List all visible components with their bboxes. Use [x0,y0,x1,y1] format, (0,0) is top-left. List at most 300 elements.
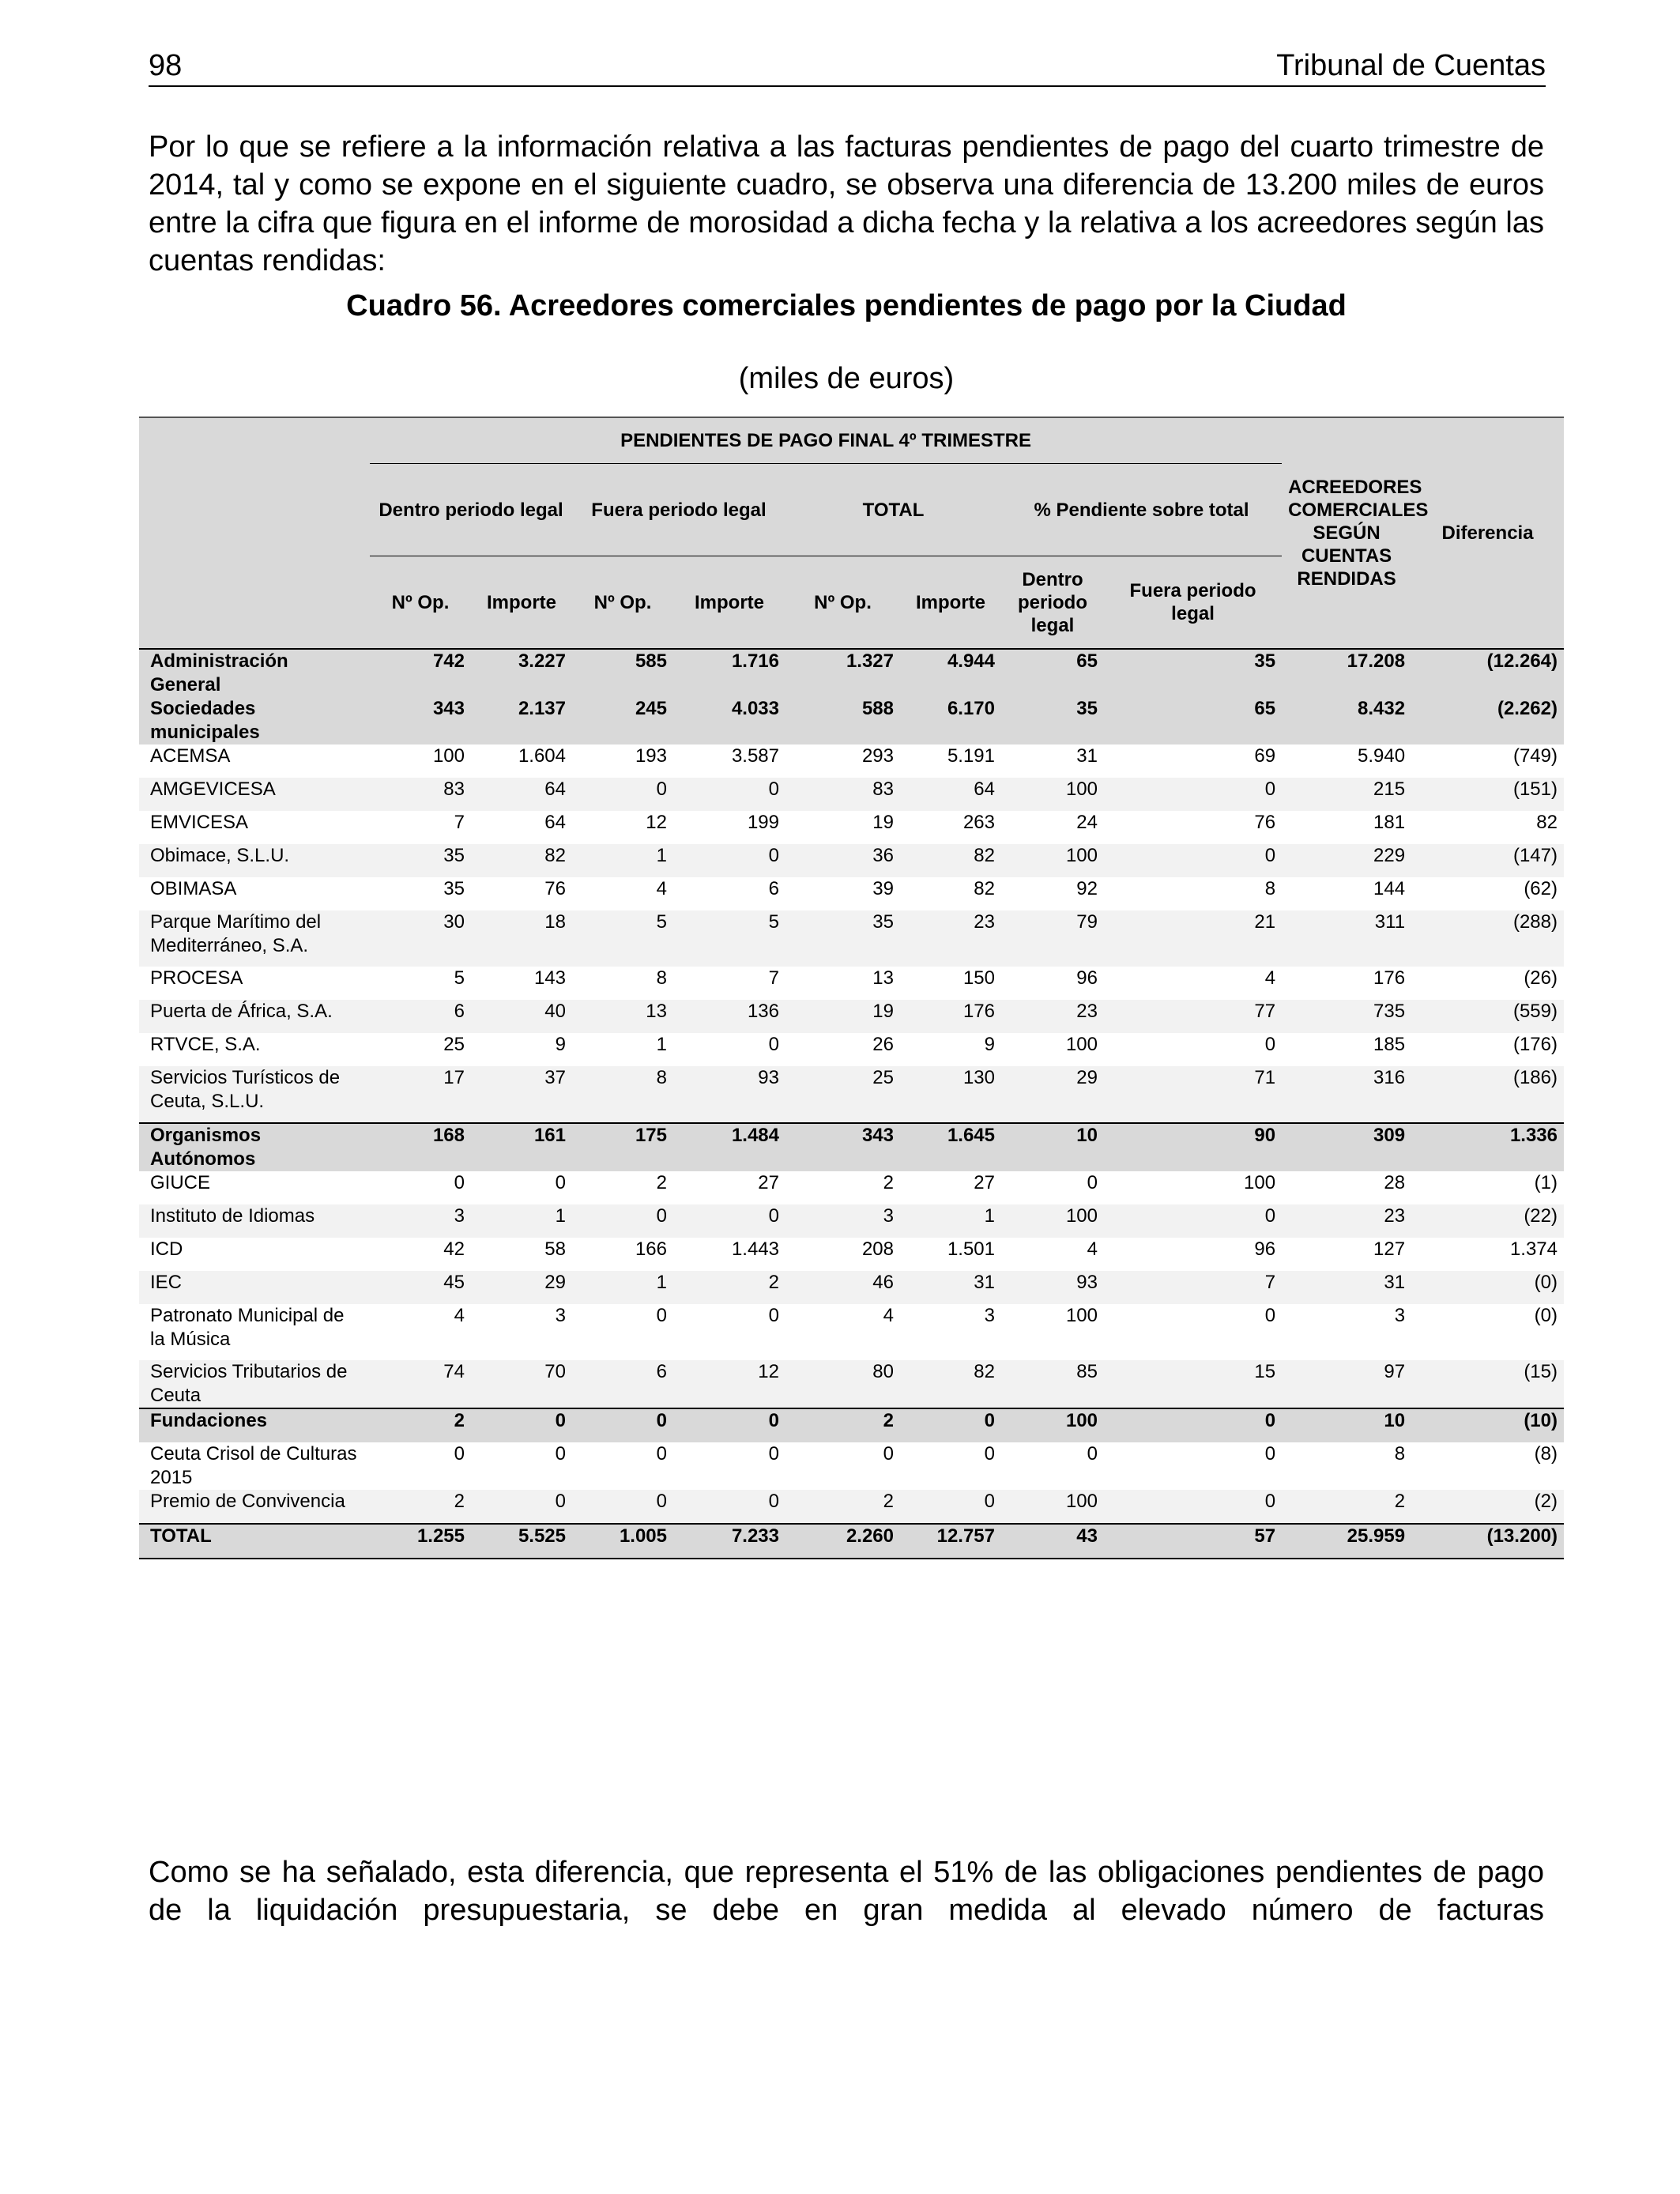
table-total-row [139,1524,1564,1559]
table-row [139,844,1564,877]
cell-value: 100 [1001,1490,1104,1524]
cell-value: 4 [1104,967,1282,1000]
header-blank [139,417,370,649]
cell-value: 735 [1282,1000,1411,1033]
cell-value: 4.033 [673,697,785,745]
row-label: Parque Marítimo del Mediterráneo, S.A. [139,910,370,967]
cell-value: 0 [572,1304,673,1360]
cell-value: (186) [1411,1066,1564,1123]
cell-value: 1.645 [900,1123,1001,1171]
intro-paragraph: Por lo que se refiere a la información relativa a las facturas pendientes de pago del cuarto trimestre de 2014, tal y como se expone en el siguiente cuadro, se observa una diferencia de 13.200 miles de euros entre la cifra que figura en el informe de morosidad a dicha fecha y la relativa a los acreedores según las cuentas rendidas: [149,130,1544,277]
cell-value: (151) [1411,778,1564,811]
cell-value: 6 [370,1000,471,1033]
cell-value: 2 [370,1408,471,1442]
row-label: OBIMASA [139,877,370,910]
cell-value: (0) [1411,1271,1564,1304]
table-unit: (miles de euros) [738,362,955,395]
cell-value: 0 [673,1304,785,1360]
cell-value: 83 [785,778,900,811]
cell-value: 0 [1104,1408,1282,1442]
cell-value: 92 [1001,877,1104,910]
cell-value: 199 [673,811,785,844]
row-label: Premio de Convivencia [139,1490,370,1524]
running-title: Tribunal de Cuentas [1276,49,1546,82]
cell-value: 6 [673,877,785,910]
cell-value: 1 [572,1033,673,1066]
cell-value: (62) [1411,877,1564,910]
cell-value: 1.716 [673,649,785,697]
table-row [139,1123,1564,1171]
cell-value: (26) [1411,967,1564,1000]
cell-value: (15) [1411,1360,1564,1408]
cell-value: 2 [370,1490,471,1524]
row-label: Patronato Municipal de la Música [139,1304,370,1360]
cell-value: 5 [673,910,785,967]
cell-value: 8 [1282,1442,1411,1490]
cell-value: 80 [785,1360,900,1408]
cell-value: 1.374 [1411,1238,1564,1271]
cell-value: 0 [572,778,673,811]
cell-value: 176 [900,1000,1001,1033]
table-row [139,1204,1564,1238]
cell-value: 46 [785,1271,900,1304]
cell-value: 31 [900,1271,1001,1304]
cell-value: 82 [471,844,572,877]
cell-value: 40 [471,1000,572,1033]
cell-value: 7.233 [673,1524,785,1559]
table-row [139,1442,1564,1490]
cell-value: 229 [1282,844,1411,877]
cell-value: 1 [572,1271,673,1304]
cell-value: 5 [370,967,471,1000]
cell-value: 3.587 [673,745,785,778]
cell-value: 57 [1104,1524,1282,1559]
cell-value: 23 [900,910,1001,967]
cell-value: 1.501 [900,1238,1001,1271]
cell-value: 0 [1001,1442,1104,1490]
cell-value: (2.262) [1411,697,1564,745]
cell-value: 76 [1104,811,1282,844]
cell-value: 82 [900,1360,1001,1408]
cell-value: 25.959 [1282,1524,1411,1559]
cell-value: 82 [900,844,1001,877]
cell-value: 0 [900,1442,1001,1490]
cell-value: 12 [572,811,673,844]
cell-value: 161 [471,1123,572,1171]
cell-value: 70 [471,1360,572,1408]
cell-value: 13 [572,1000,673,1033]
cell-value: 24 [1001,811,1104,844]
row-label: Organismos Autónomos [139,1123,370,1171]
cell-value: 4 [572,877,673,910]
cell-value: 245 [572,697,673,745]
cell-value: 0 [471,1490,572,1524]
header-total-importe: Importe [900,556,1001,650]
table-row [139,1033,1564,1066]
cell-value: 43 [1001,1524,1104,1559]
cell-value: 36 [785,844,900,877]
cell-value: 28 [1282,1171,1411,1204]
cell-value: 0 [1104,1204,1282,1238]
cell-value: 8.432 [1282,697,1411,745]
cell-value: 3 [370,1204,471,1238]
cell-value: 208 [785,1238,900,1271]
cell-value: 1.484 [673,1123,785,1171]
cell-value: 215 [1282,778,1411,811]
cell-value: 0 [1104,1442,1282,1490]
table-row [139,778,1564,811]
header-acreedores: ACREEDORES COMERCIALES SEGÚN CUENTAS RENDIDAS [1282,417,1411,649]
cell-value: 2 [785,1490,900,1524]
cell-value: (8) [1411,1442,1564,1490]
cell-value: 6 [572,1360,673,1408]
row-label: Instituto de Idiomas [139,1204,370,1238]
row-label: Ceuta Crisol de Culturas 2015 [139,1442,370,1490]
cell-value: 58 [471,1238,572,1271]
cell-value: 316 [1282,1066,1411,1123]
row-label: AMGEVICESA [139,778,370,811]
cell-value: (147) [1411,844,1564,877]
cell-value: 35 [370,877,471,910]
cell-value: 143 [471,967,572,1000]
cell-value: 181 [1282,811,1411,844]
cell-value: 96 [1001,967,1104,1000]
table-row [139,1304,1564,1360]
cell-value: 0 [471,1442,572,1490]
cell-value: 0 [1104,844,1282,877]
cell-value: 77 [1104,1000,1282,1033]
cell-value: 309 [1282,1123,1411,1171]
cell-value: 25 [785,1066,900,1123]
table-row [139,967,1564,1000]
header-pct-dentro: Dentro periodo legal [1001,556,1104,650]
cell-value: 130 [900,1066,1001,1123]
cell-value: 31 [1282,1271,1411,1304]
cell-value: 37 [471,1066,572,1123]
cell-value: 97 [1282,1360,1411,1408]
header-pct-fuera: Fuera periodo legal [1104,556,1282,650]
cell-value: 0 [471,1171,572,1204]
cell-value: (559) [1411,1000,1564,1033]
cell-value: 10 [1282,1408,1411,1442]
cell-value: (12.264) [1411,649,1564,697]
cell-value: 23 [1001,1000,1104,1033]
cell-value: 96 [1104,1238,1282,1271]
cell-value: 0 [673,1442,785,1490]
cell-value: 136 [673,1000,785,1033]
cell-value: 69 [1104,745,1282,778]
creditors-table [139,417,1564,1559]
cell-value: 4 [370,1304,471,1360]
cell-value: 0 [1104,1490,1282,1524]
cell-value: 74 [370,1360,471,1408]
row-label: Servicios Turísticos de Ceuta, S.L.U. [139,1066,370,1123]
cell-value: 21 [1104,910,1282,967]
cell-value: 1 [471,1204,572,1238]
cell-value: 1.255 [370,1524,471,1559]
cell-value: 65 [1001,649,1104,697]
cell-value: (288) [1411,910,1564,967]
cell-value: 2 [785,1171,900,1204]
cell-value: 1 [900,1204,1001,1238]
cell-value: 1.005 [572,1524,673,1559]
header-pct: % Pendiente sobre total [1001,464,1282,556]
cell-value: 17 [370,1066,471,1123]
header-total-nop: Nº Op. [785,556,900,650]
row-label: RTVCE, S.A. [139,1033,370,1066]
cell-value: 742 [370,649,471,697]
cell-value: 4 [785,1304,900,1360]
cell-value: 0 [1104,1033,1282,1066]
cell-value: 0 [785,1442,900,1490]
cell-value: 0 [471,1408,572,1442]
cell-value: 25 [370,1033,471,1066]
cell-value: (0) [1411,1304,1564,1360]
cell-value: 144 [1282,877,1411,910]
cell-value: 45 [370,1271,471,1304]
outro-paragraph: Como se ha señalado, esta diferencia, que representa el 51% de las obligaciones pendientes de pago de la liquidación presupuestaria, se debe en gran medida al elevado número de facturas [149,1856,1544,1927]
header-fuera-importe: Importe [673,556,785,650]
cell-value: 9 [900,1033,1001,1066]
cell-value: 263 [900,811,1001,844]
cell-value: 2 [673,1271,785,1304]
cell-value: 2.260 [785,1524,900,1559]
table-row [139,1171,1564,1204]
cell-value: 19 [785,1000,900,1033]
row-label: Administración General [139,649,370,697]
cell-value: 3.227 [471,649,572,697]
header-dentro: Dentro periodo legal [370,464,572,556]
cell-value: 193 [572,745,673,778]
header-diferencia: Diferencia [1411,417,1564,649]
table-row [139,910,1564,967]
cell-value: 9 [471,1033,572,1066]
cell-value: 93 [1001,1271,1104,1304]
cell-value: 3 [900,1304,1001,1360]
cell-value: 35 [370,844,471,877]
cell-value: 0 [673,844,785,877]
cell-value: 0 [572,1442,673,1490]
cell-value: 100 [1001,1204,1104,1238]
table-row [139,1238,1564,1271]
row-label: ACEMSA [139,745,370,778]
cell-value: 100 [1001,1304,1104,1360]
cell-value: 3 [1282,1304,1411,1360]
cell-value: 311 [1282,910,1411,967]
cell-value: 7 [1104,1271,1282,1304]
cell-value: 79 [1001,910,1104,967]
header-group: PENDIENTES DE PAGO FINAL 4º TRIMESTRE [370,417,1282,464]
row-label: GIUCE [139,1171,370,1204]
cell-value: 100 [1001,1408,1104,1442]
cell-value: 93 [673,1066,785,1123]
cell-value: 8 [1104,877,1282,910]
cell-value: 0 [673,1204,785,1238]
row-label: ICD [139,1238,370,1271]
table-row [139,811,1564,844]
cell-value: 2.137 [471,697,572,745]
cell-value: 0 [900,1408,1001,1442]
row-label: Sociedades municipales [139,697,370,745]
table-row [139,697,1564,745]
table-row [139,745,1564,778]
table-row [139,1066,1564,1123]
cell-value: 76 [471,877,572,910]
cell-value: 176 [1282,967,1411,1000]
table-row [139,1360,1564,1408]
cell-value: 26 [785,1033,900,1066]
header-total: TOTAL [785,464,1001,556]
cell-value: (1) [1411,1171,1564,1204]
cell-value: 4 [1001,1238,1104,1271]
header-fuera-nop: Nº Op. [572,556,673,650]
cell-value: 27 [673,1171,785,1204]
cell-value: 6.170 [900,697,1001,745]
cell-value: (22) [1411,1204,1564,1238]
cell-value: 0 [1001,1171,1104,1204]
header-dentro-importe: Importe [471,556,572,650]
row-label: Obimace, S.L.U. [139,844,370,877]
cell-value: 27 [900,1171,1001,1204]
cell-value: 5.525 [471,1524,572,1559]
cell-value: 82 [1411,811,1564,844]
cell-value: 23 [1282,1204,1411,1238]
cell-value: 13 [785,967,900,1000]
cell-value: 82 [900,877,1001,910]
cell-value: 39 [785,877,900,910]
cell-value: 293 [785,745,900,778]
cell-value: 0 [900,1490,1001,1524]
row-label: EMVICESA [139,811,370,844]
cell-value: 0 [673,1490,785,1524]
cell-value: 168 [370,1123,471,1171]
cell-value: 18 [471,910,572,967]
cell-value: 83 [370,778,471,811]
cell-value: 35 [1001,697,1104,745]
cell-value: 343 [785,1123,900,1171]
cell-value: 29 [471,1271,572,1304]
table-row [139,649,1564,697]
cell-value: (10) [1411,1408,1564,1442]
cell-value: 42 [370,1238,471,1271]
cell-value: 7 [673,967,785,1000]
cell-value: 0 [673,778,785,811]
page-header [149,46,1546,87]
cell-value: 2 [785,1408,900,1442]
cell-value: 71 [1104,1066,1282,1123]
cell-value: 31 [1001,745,1104,778]
cell-value: 100 [370,745,471,778]
cell-value: 0 [370,1442,471,1490]
table-caption: Cuadro 56. Acreedores comerciales pendientes de pago por la Ciudad [346,289,1347,322]
cell-value: 585 [572,649,673,697]
table-row [139,877,1564,910]
cell-value: 1 [572,844,673,877]
cell-value: 64 [900,778,1001,811]
cell-value: 15 [1104,1360,1282,1408]
cell-value: 127 [1282,1238,1411,1271]
cell-value: (749) [1411,745,1564,778]
cell-value: 0 [370,1171,471,1204]
cell-value: 8 [572,967,673,1000]
cell-value: 19 [785,811,900,844]
cell-value: 5.940 [1282,745,1411,778]
cell-value: 35 [1104,649,1282,697]
cell-value: (176) [1411,1033,1564,1066]
cell-value: 166 [572,1238,673,1271]
table-row [139,1490,1564,1524]
cell-value: 64 [471,811,572,844]
table-row [139,1271,1564,1304]
cell-value: 0 [572,1490,673,1524]
row-label: Servicios Tributarios de Ceuta [139,1360,370,1408]
row-label: PROCESA [139,967,370,1000]
cell-value: 10 [1001,1123,1104,1171]
cell-value: 3 [785,1204,900,1238]
cell-value: 12 [673,1360,785,1408]
cell-value: 0 [572,1408,673,1442]
cell-value: 64 [471,778,572,811]
cell-value: 150 [900,967,1001,1000]
cell-value: 0 [673,1408,785,1442]
row-label: TOTAL [139,1524,370,1559]
cell-value: 90 [1104,1123,1282,1171]
table-row [139,1408,1564,1442]
cell-value: 30 [370,910,471,967]
cell-value: 175 [572,1123,673,1171]
cell-value: 0 [1104,1304,1282,1360]
cell-value: 35 [785,910,900,967]
cell-value: (13.200) [1411,1524,1564,1559]
cell-value: 2 [572,1171,673,1204]
cell-value: 8 [572,1066,673,1123]
cell-value: 1.604 [471,745,572,778]
cell-value: 0 [673,1033,785,1066]
cell-value: 7 [370,811,471,844]
cell-value: 100 [1001,844,1104,877]
cell-value: 343 [370,697,471,745]
cell-value: 5.191 [900,745,1001,778]
cell-value: 1.327 [785,649,900,697]
table-row [139,1000,1564,1033]
cell-value: 100 [1001,1033,1104,1066]
cell-value: 29 [1001,1066,1104,1123]
header-dentro-nop: Nº Op. [370,556,471,650]
cell-value: 4.944 [900,649,1001,697]
row-label: Puerta de África, S.A. [139,1000,370,1033]
cell-value: 17.208 [1282,649,1411,697]
cell-value: 1.336 [1411,1123,1564,1171]
cell-value: 85 [1001,1360,1104,1408]
cell-value: 0 [1104,778,1282,811]
cell-value: 0 [572,1204,673,1238]
cell-value: 12.757 [900,1524,1001,1559]
cell-value: 2 [1282,1490,1411,1524]
page-number: 98 [149,49,183,82]
cell-value: (2) [1411,1490,1564,1524]
cell-value: 100 [1001,778,1104,811]
cell-value: 5 [572,910,673,967]
cell-value: 1.443 [673,1238,785,1271]
row-label: Fundaciones [139,1408,370,1442]
header-fuera: Fuera periodo legal [572,464,785,556]
cell-value: 185 [1282,1033,1411,1066]
cell-value: 588 [785,697,900,745]
cell-value: 100 [1104,1171,1282,1204]
row-label: IEC [139,1271,370,1304]
cell-value: 3 [471,1304,572,1360]
cell-value: 65 [1104,697,1282,745]
